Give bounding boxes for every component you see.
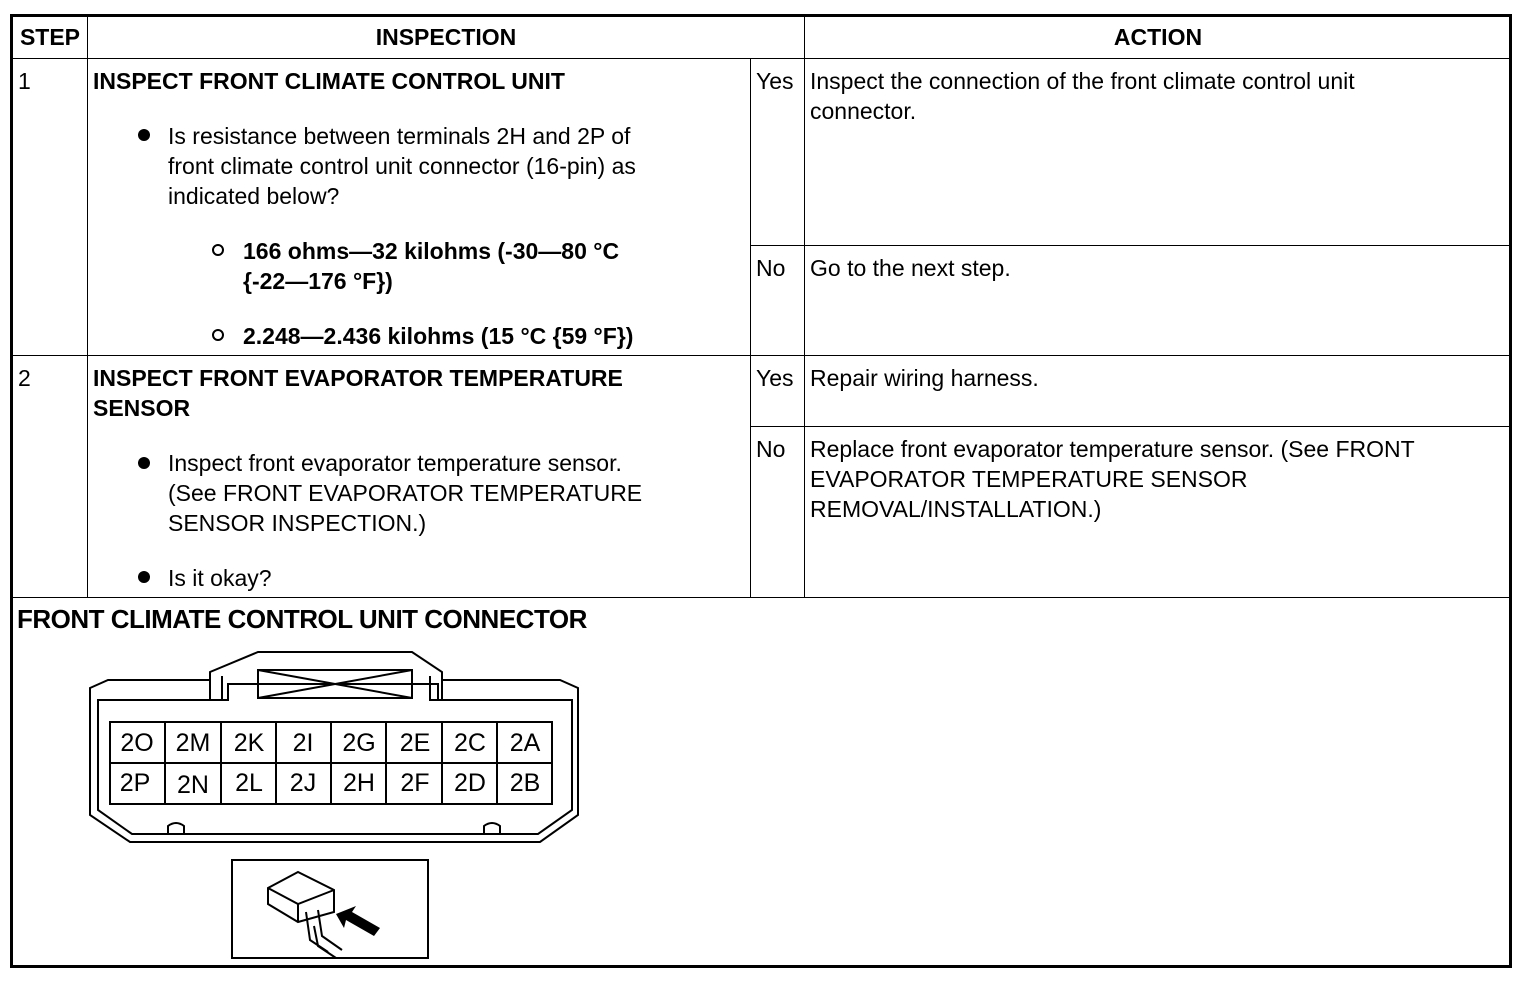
pin-2C: 2C xyxy=(454,729,486,757)
step2-title-line1: INSPECT FRONT EVAPORATOR TEMPERATURE xyxy=(93,365,623,391)
pin-2N: 2N xyxy=(177,771,209,799)
pin-2J: 2J xyxy=(289,769,317,797)
step1-question-line1: Is resistance between terminals 2H and 2P of xyxy=(168,123,631,149)
pin-2B: 2B xyxy=(509,769,541,797)
step1-yes-action-line1: Inspect the connection of the front climate control unit xyxy=(810,68,1355,94)
pin-2M: 2M xyxy=(175,729,211,757)
pin-2A: 2A xyxy=(509,729,541,757)
step1-number: 1 xyxy=(18,68,31,94)
header-step: STEP xyxy=(19,24,81,50)
step1-question-line2: front climate control unit connector (16-pin) as xyxy=(168,153,636,179)
pin-2D: 2D xyxy=(454,769,486,797)
pin-2H: 2H xyxy=(343,769,375,797)
step2-instruction-line3: SENSOR INSPECTION.) xyxy=(168,510,427,536)
pin-2P: 2P xyxy=(119,769,151,797)
connector-title: FRONT CLIMATE CONTROL UNIT CONNECTOR xyxy=(17,604,587,634)
step1-yes-label: Yes xyxy=(756,68,794,94)
step2-number: 2 xyxy=(18,365,31,391)
step2-no-action-line1: Replace front evaporator temperature sensor. (See FRONT xyxy=(810,436,1415,462)
pin-2G: 2G xyxy=(342,729,376,757)
pin-2O: 2O xyxy=(120,729,154,757)
step2-instruction-line2: (See FRONT EVAPORATOR TEMPERATURE xyxy=(168,480,643,506)
step2-instruction-line1: Inspect front evaporator temperature sensor. xyxy=(168,450,622,476)
harness-connector-icon xyxy=(232,860,428,958)
step2-yes-action: Repair wiring harness. xyxy=(810,365,1039,391)
step1-spec1-line1: 166 ohms—32 kilohms (-30—80 °C xyxy=(243,238,620,264)
step1-spec1-line2: {-22—176 °F}) xyxy=(243,268,393,294)
step1-no-label: No xyxy=(756,255,786,281)
step1-title: INSPECT FRONT CLIMATE CONTROL UNIT xyxy=(93,68,565,94)
pin-2K: 2K xyxy=(233,729,265,757)
step1-question-line3: indicated below? xyxy=(168,183,340,209)
step2-no-action-line3: REMOVAL/INSTALLATION.) xyxy=(810,496,1102,522)
arrow-icon xyxy=(336,906,380,936)
step1-spec2: 2.248—2.436 kilohms (15 °C {59 °F}) xyxy=(243,323,634,349)
header-action: ACTION xyxy=(1113,24,1203,50)
step2-question: Is it okay? xyxy=(168,565,272,591)
pin-2E: 2E xyxy=(399,729,431,757)
pin-2F: 2F xyxy=(400,769,430,797)
pin-2L: 2L xyxy=(235,769,263,797)
header-inspection: INSPECTION xyxy=(375,24,517,50)
step2-yes-label: Yes xyxy=(756,365,794,391)
pin-2I: 2I xyxy=(292,729,314,757)
step2-no-action-line2: EVAPORATOR TEMPERATURE SENSOR xyxy=(810,466,1248,492)
step2-title-line2: SENSOR xyxy=(93,395,191,421)
step1-no-action: Go to the next step. xyxy=(810,255,1011,281)
step2-no-label: No xyxy=(756,436,786,462)
step1-yes-action-line2: connector. xyxy=(810,98,917,124)
